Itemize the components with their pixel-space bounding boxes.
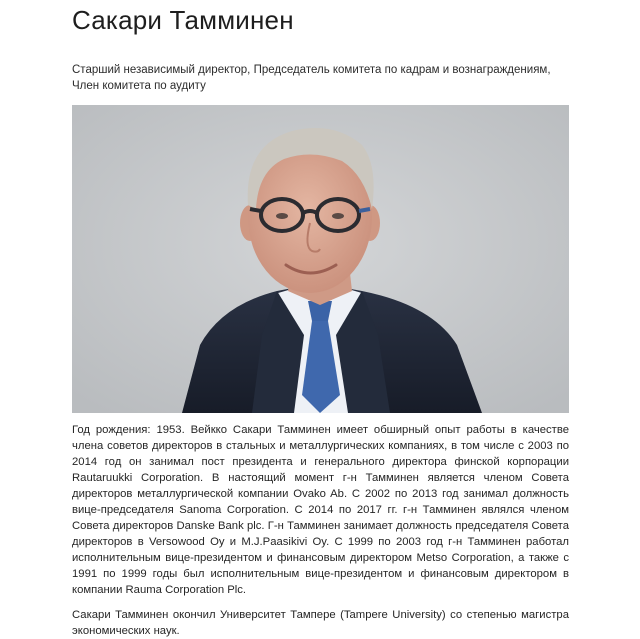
bio-paragraph-2: Сакари Тамминен окончил Университет Тампере (Tampere University) со степенью магистра экономических наук. (72, 609, 569, 637)
bio-paragraph-1: Год рождения: 1953. Вейкко Сакари Тамминен имеет обширный опыт работы в качестве члена советов директоров в стальных и металлургических компаниях, в том числе с 2003 по 2014 год он занимал пост президента и генерального директора финской корпорации Rautaruukki Corporation. В настоящий момент г-н Тамминен является членом Совета директоров металлургической компании Ovako Ab. С 2002 по 2013 год занимал должность вице-председателя Sanoma Corporation. С 2014 по 2017 гг. г-н Тамминен являлся членом Совета директоров Danske Bank plc. Г-н Тамминен занимает должность председателя Совета директоров в Versowood Oy и M.J.Paasikivi Oy. С 1999 по 2003 год г-н Тамминен работал исполнительным вице-президентом и финансовым директором Metso Corporation, а также с 1991 по 1999 годы был исполнительным вице-президентом и финансовым директором в компании Rauma Corporation Plc. (72, 424, 569, 596)
portrait-illustration (72, 105, 569, 413)
portrait-photo (72, 105, 569, 413)
profile-card (72, 0, 569, 639)
person-role: Старший независимый директор, Председатель комитета по кадрам и вознаграждениям, Член комитета по аудиту (72, 64, 551, 92)
person-name: Сакари Тамминен (72, 5, 294, 35)
